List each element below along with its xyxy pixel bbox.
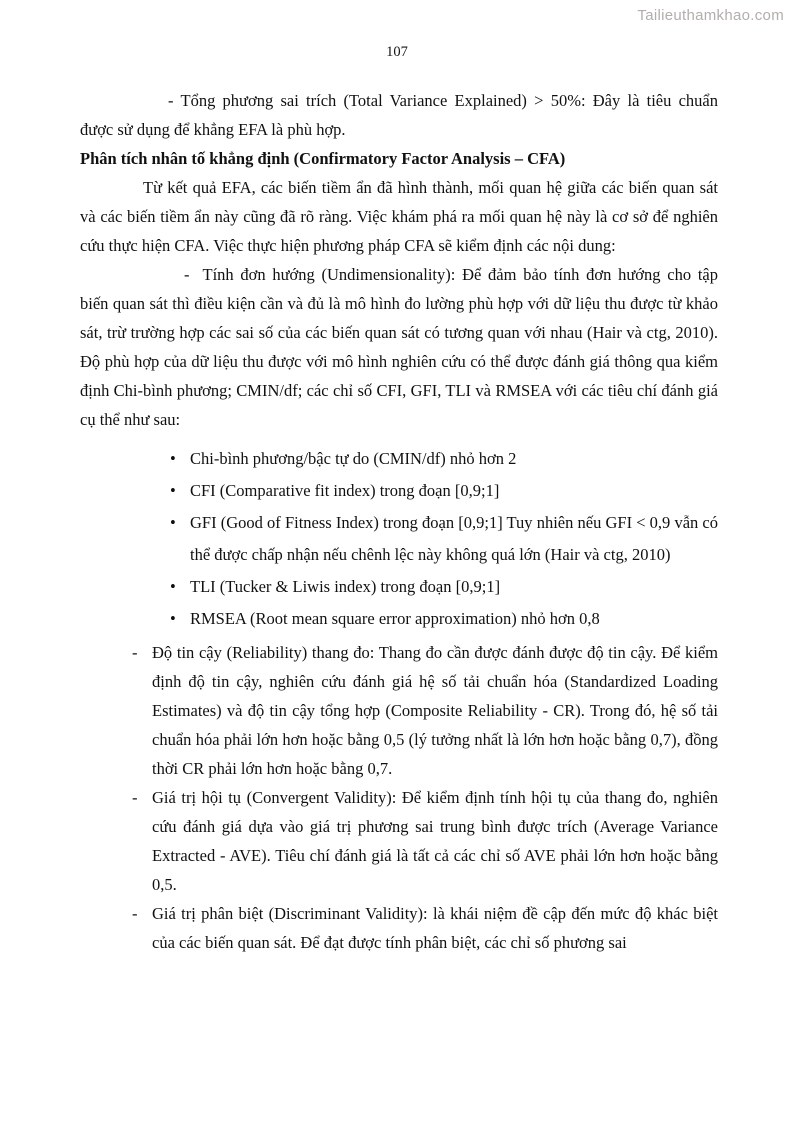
list-item-text: Độ tin cậy (Reliability) thang đo: Thang đo cần được đánh được độ tin cậy. Để kiểm định độ tin cậy, nghiên cứu đánh giá hệ số tải chuẩn hóa (Standardized Loading Estimates) và độ tin cậy tổng hợp (Composite Reliability - CR). Trong đó, hệ số tải chuẩn hóa phải lớn hơn hoặc bằng 0,5 (lý tưởng nhất là lớn hơn hoặc bằng 0,7), đồng thời CR phải lớn hơn hoặc bằng 0,7.	[152, 643, 718, 778]
bullet-icon: •	[170, 513, 176, 532]
bullet-icon: •	[170, 449, 176, 468]
list-item-discriminant-validity	[80, 899, 718, 957]
dash-icon: -	[168, 91, 174, 110]
paragraph-unidimensionality	[80, 260, 718, 434]
criteria-bullet-list	[80, 443, 718, 635]
section-heading-cfa: Phân tích nhân tố khẳng định (Confirmatory Factor Analysis – CFA)	[80, 149, 566, 168]
bullet-icon: •	[170, 609, 176, 628]
list-item-text: GFI (Good of Fitness Index) trong đoạn [0,9;1] Tuy nhiên nếu GFI < 0,9 vẫn có thể được chấp nhận nếu chênh lệc này không quá lớn (Hair và ctg, 2010)	[190, 513, 718, 564]
list-item-gfi	[80, 507, 718, 571]
list-item-tli	[80, 571, 718, 603]
paragraph-efa-results: Từ kết quả EFA, các biến tiềm ẩn đã hình thành, mối quan hệ giữa các biến quan sát và các biến tiềm ẩn này cũng đã rõ ràng. Việc khám phá ra mối quan hệ này là cơ sở để nghiên cứu thực hiện CFA. Việc thực hiện phương pháp CFA sẽ kiểm định các nội dung:	[80, 178, 718, 255]
dash-icon: -	[132, 643, 138, 662]
list-item-text: TLI (Tucker & Liwis index) trong đoạn [0,9;1]	[190, 577, 501, 596]
list-item-cfi	[80, 475, 718, 507]
page-content	[80, 86, 718, 957]
dash-icon: -	[132, 788, 138, 807]
watermark-site-name: Tailieuthamkhao.com	[637, 7, 784, 24]
list-item-cmin	[80, 443, 718, 475]
dash-icon: -	[132, 904, 138, 923]
criteria-dash-list	[80, 638, 718, 957]
list-item-reliability	[80, 638, 718, 783]
bullet-icon: •	[170, 481, 176, 500]
list-item-text: Giá trị phân biệt (Discriminant Validity): là khái niệm đề cập đến mức độ khác biệt của các biến quan sát. Để đạt được tính phân biệt, các chỉ số phương sai	[152, 904, 718, 952]
list-item-rmsea	[80, 603, 718, 635]
list-item-convergent-validity	[80, 783, 718, 899]
bullet-icon: •	[170, 577, 176, 596]
paragraph-total-variance-text: Tổng phương sai trích (Total Variance Explained) > 50%: Đây là tiêu chuẩn được sử dụng để khẳng EFA là phù hợp.	[80, 91, 718, 139]
list-item-text: Giá trị hội tụ (Convergent Validity): Để kiểm định tính hội tụ của thang đo, nghiên cứu đánh giá dựa vào giá trị phương sai trung bình được trích (Average Variance Extracted - AVE). Tiêu chí đánh giá là tất cả các chỉ số AVE phải lớn hơn hoặc bằng 0,5.	[152, 788, 718, 894]
paragraph-unidimensionality-text: Tính đơn hướng (Undimensionality): Để đảm bảo tính đơn hướng cho tập biến quan sát thì điều kiện cần và đủ là mô hình đo lường phù hợp với dữ liệu thu được từ khảo sát, trừ trường hợp các sai số của các biến quan sát có tương quan với nhau (Hair và ctg, 2010). Độ phù hợp của dữ liệu thu được với mô hình nghiên cứu có thể được đánh giá thông qua kiểm định Chi-bình phương; CMIN/df; các chỉ số CFI, GFI, TLI và RMSEA với các tiêu chí đánh giá cụ thể như sau:	[80, 265, 718, 429]
dash-icon: -	[184, 265, 190, 284]
list-item-text: RMSEA (Root mean square error approximation) nhỏ hơn 0,8	[190, 609, 600, 628]
list-item-text: CFI (Comparative fit index) trong đoạn [0,9;1]	[190, 481, 500, 500]
paragraph-total-variance	[80, 86, 718, 144]
page-number: 107	[386, 44, 408, 60]
list-item-text: Chi-bình phương/bậc tự do (CMIN/df) nhỏ hơn 2	[190, 449, 517, 468]
